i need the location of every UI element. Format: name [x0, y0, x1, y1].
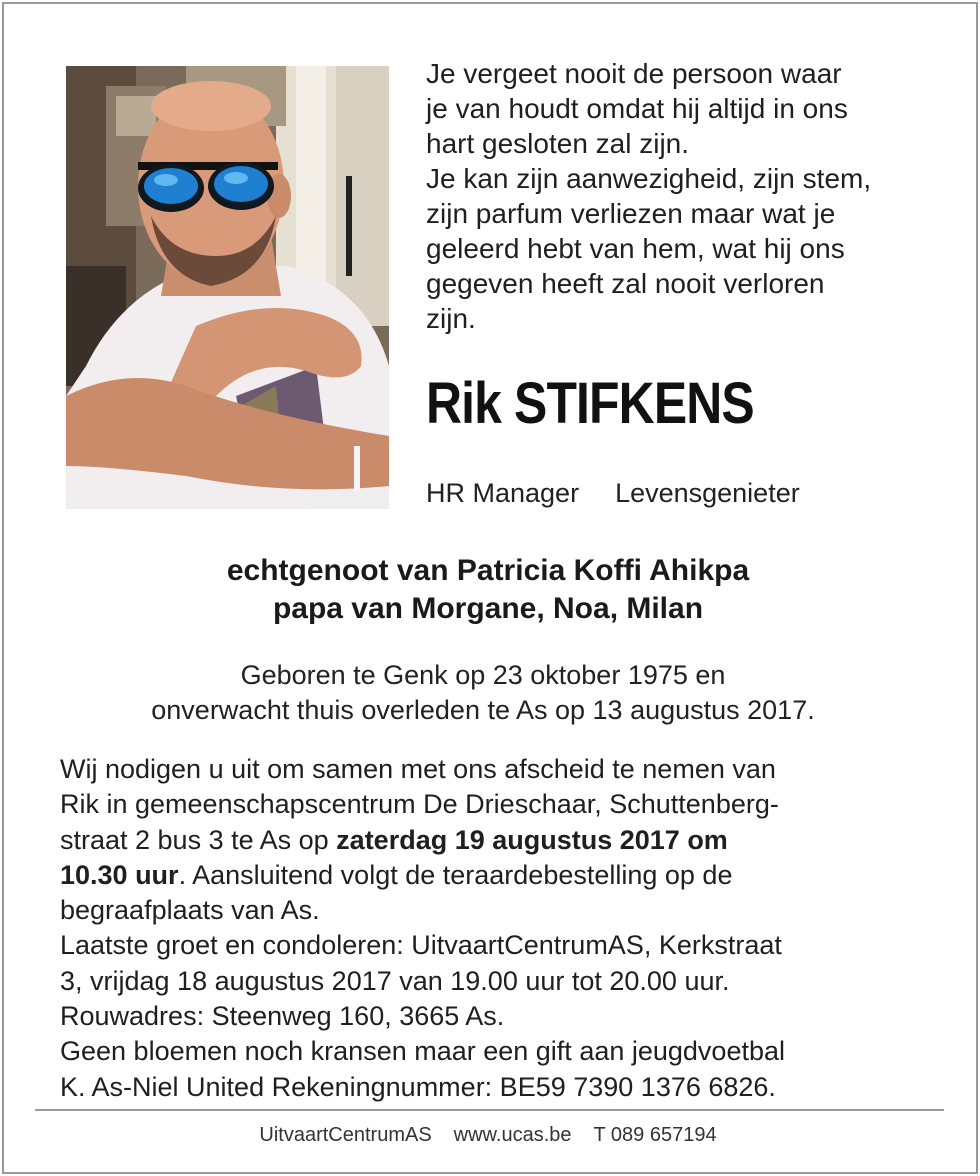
funeral-announcement: [60, 752, 940, 1105]
ceremony-date: zaterdag 19 augustus 2017 om: [336, 824, 728, 855]
deceased-name: Rik STIFKENS: [426, 371, 754, 436]
footer-website: www.ucas.be: [453, 1124, 572, 1146]
announcement-line: Rouwadres: Steenweg 160, 3665 As.: [60, 1001, 505, 1032]
announcement-text: straat 2 bus 3 te As op: [60, 824, 337, 855]
spouse-line: echtgenoot van Patricia Koffi Ahikpa: [226, 554, 750, 587]
poem-line: Je vergeet nooit de persoon waar: [426, 58, 842, 89]
poem-line: gegeven heeft zal nooit verloren: [426, 268, 825, 299]
announcement-line: Geen bloemen noch kransen maar een gift aan jeugdvoetbal: [60, 1036, 785, 1067]
announcement-line: 3, vrijdag 18 augustus 2017 van 19.00 uur tot 20.00 uur.: [60, 965, 730, 996]
footer: [0, 1124, 976, 1147]
announcement-line: [60, 823, 940, 858]
announcement-line: Laatste groet en condoleren: UitvaartCentrumAS, Kerkstraat: [60, 930, 782, 961]
role-personal: Levensgenieter: [615, 478, 800, 508]
birth-line: Geboren te Genk op 23 oktober 1975 en: [240, 660, 726, 690]
poem-line: je van houdt omdat hij altijd in ons: [426, 93, 848, 124]
children-line: papa van Morgane, Noa, Milan: [272, 592, 704, 625]
announcement-line: K. As-Niel United Rekeningnummer: BE59 7390 1376 6826.: [60, 1071, 776, 1102]
roles: [426, 478, 800, 509]
footer-phone: T 089 657194: [593, 1124, 717, 1146]
poem-line: zijn.: [426, 303, 476, 334]
memorial-poem: [426, 56, 946, 336]
announcement-line: Rik in gemeenschapscentrum De Drieschaar, Schuttenberg-: [60, 789, 779, 820]
footer-company: UitvaartCentrumAS: [259, 1124, 432, 1146]
birth-death-info: [0, 658, 966, 728]
announcement-line: [60, 858, 940, 893]
poem-line: Je kan zijn aanwezigheid, zijn stem,: [426, 163, 872, 194]
death-line: onverwacht thuis overleden te As op 13 augustus 2017.: [151, 695, 815, 725]
ceremony-time: 10.30 uur: [60, 859, 179, 890]
announcement-line: Wij nodigen u uit om samen met ons afscheid te nemen van: [60, 754, 776, 784]
poem-line: geleerd hebt van hem, wat hij ons: [426, 233, 845, 264]
footer-divider: [35, 1109, 944, 1111]
announcement-text: . Aansluitend volgt de teraardebestelling op de: [178, 859, 733, 890]
poem-line: hart gesloten zal zijn.: [426, 128, 690, 159]
announcement-line: begraafplaats van As.: [60, 895, 320, 926]
family-relations: [0, 552, 976, 628]
poem-line: zijn parfum verliezen maar wat je: [426, 198, 836, 229]
portrait-photo: [66, 66, 389, 509]
role-job: HR Manager: [426, 478, 580, 508]
